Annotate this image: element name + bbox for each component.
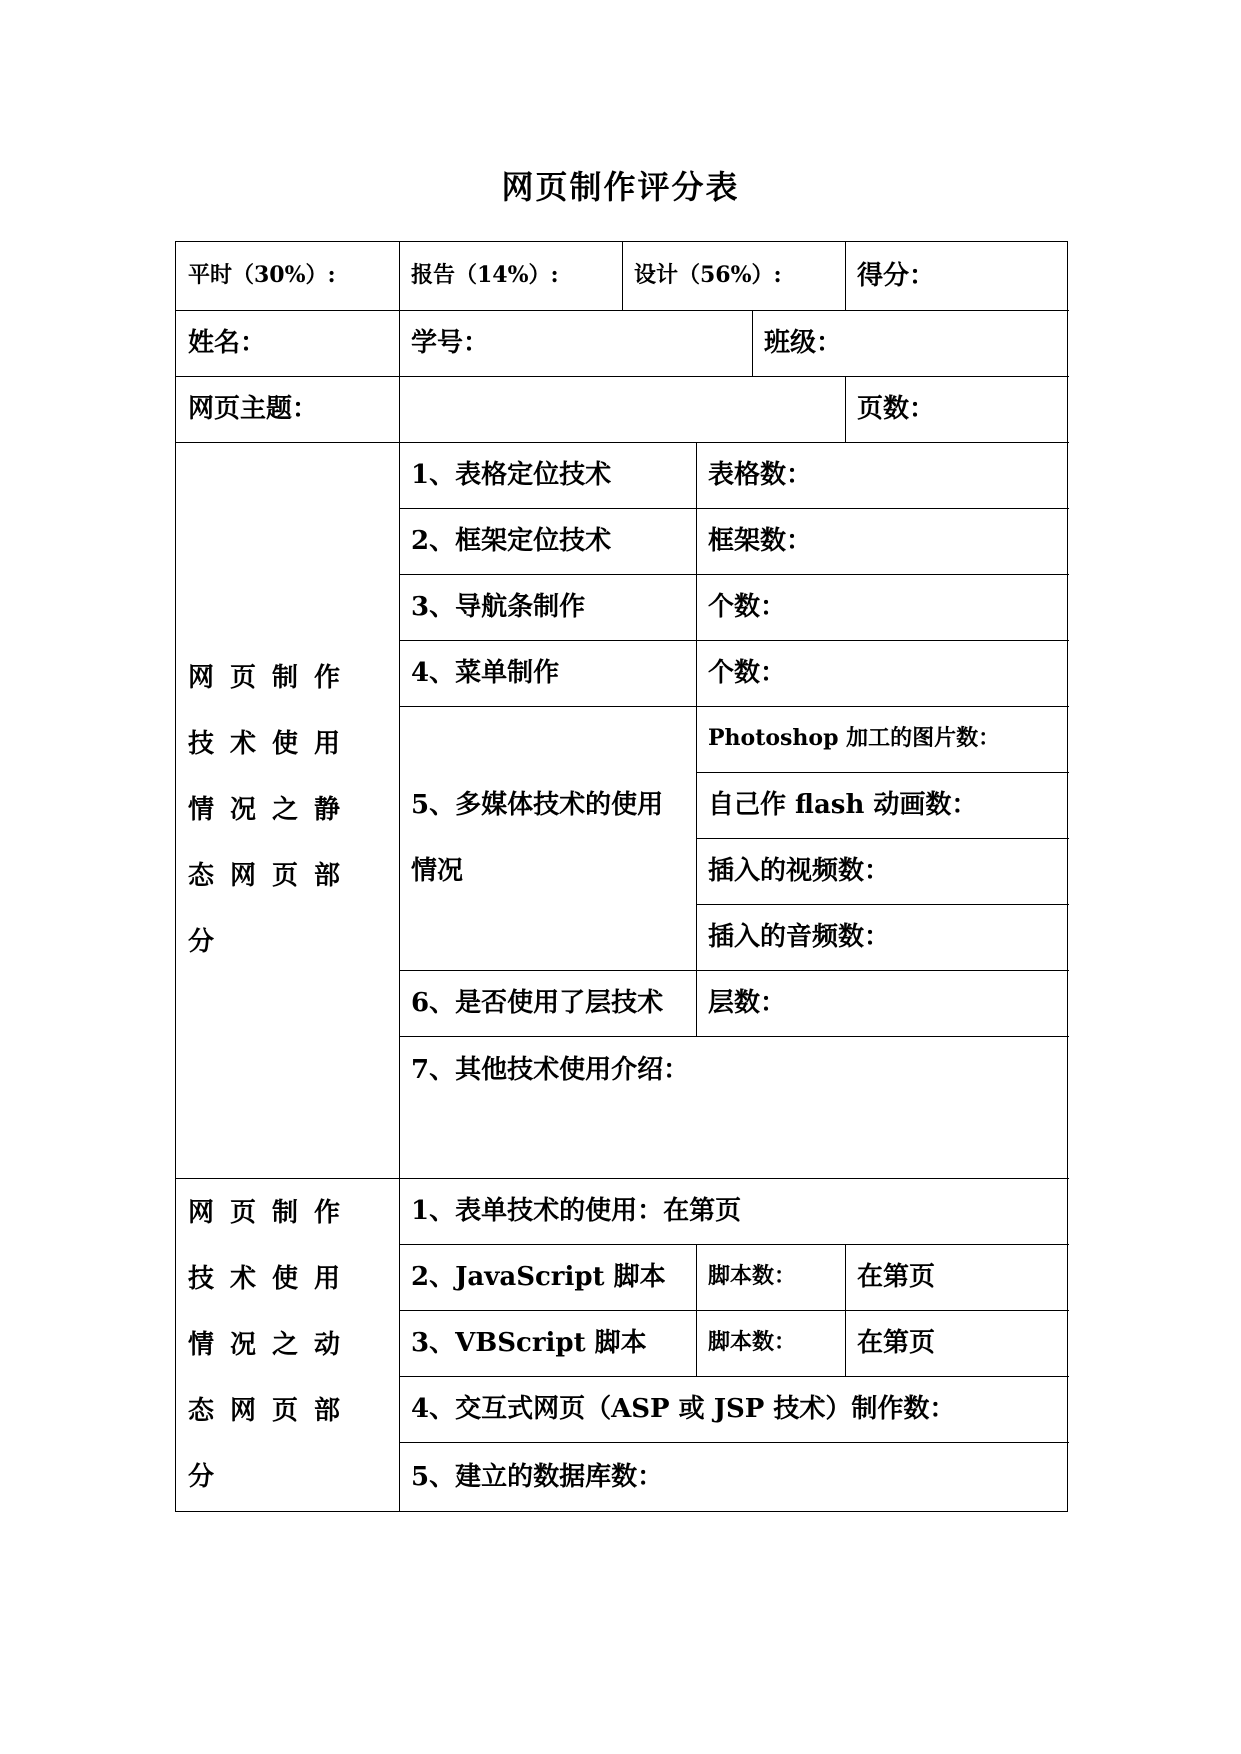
student-id-field[interactable]: 学号： bbox=[411, 327, 490, 358]
class-field[interactable]: 班级： bbox=[764, 327, 843, 358]
dynamic-item-javascript: 2、JavaScript 脚本 bbox=[411, 1261, 666, 1292]
static-item-layers: 6、是否使用了层技术 bbox=[411, 987, 664, 1018]
report-score-label: 报告（14%）: bbox=[411, 262, 559, 289]
vbscript-page-field[interactable]: 在第页 bbox=[857, 1327, 936, 1358]
navbar-count-field[interactable]: 个数： bbox=[708, 591, 787, 622]
pages-field[interactable]: 页数： bbox=[857, 393, 936, 424]
static-item-menu: 4、菜单制作 bbox=[411, 657, 560, 688]
vbscript-count-field[interactable]: 脚本数： bbox=[708, 1329, 797, 1356]
static-item-table-positioning: 1、表格定位技术 bbox=[411, 459, 612, 490]
static-item-frame-positioning: 2、框架定位技术 bbox=[411, 525, 612, 556]
name-field[interactable]: 姓名： bbox=[188, 327, 267, 358]
menu-count-field[interactable]: 个数： bbox=[708, 657, 787, 688]
topic-field[interactable]: 网页主题： bbox=[188, 393, 319, 424]
other-tech-field[interactable]: 7、其他技术使用介绍： bbox=[411, 1055, 690, 1085]
static-item-navbar: 3、导航条制作 bbox=[411, 591, 586, 622]
video-count-field[interactable]: 插入的视频数： bbox=[708, 855, 891, 886]
flash-animation-count-field[interactable]: 自己作 flash 动画数： bbox=[708, 789, 978, 820]
form-tech-field[interactable]: 1、表单技术的使用：在第页 bbox=[411, 1195, 742, 1226]
dynamic-section-label: 网页制作技术使用情况之动态网页部分 bbox=[188, 1198, 357, 1492]
audio-count-field[interactable]: 插入的音频数： bbox=[708, 921, 891, 952]
total-score-field[interactable]: 得分： bbox=[857, 260, 936, 291]
dynamic-item-vbscript: 3、VBScript 脚本 bbox=[411, 1327, 647, 1358]
javascript-page-field[interactable]: 在第页 bbox=[857, 1261, 936, 1292]
score-table bbox=[175, 241, 1068, 1512]
usual-score-label: 平时（30%）: bbox=[188, 262, 336, 289]
layer-count-field[interactable]: 层数： bbox=[708, 987, 787, 1018]
frame-count-field[interactable]: 框架数： bbox=[708, 525, 813, 556]
table-count-field[interactable]: 表格数： bbox=[708, 459, 813, 490]
database-count-field[interactable]: 5、建立的数据库数： bbox=[411, 1461, 664, 1492]
photoshop-image-count-field[interactable]: Photoshop 加工的图片数： bbox=[708, 725, 1001, 752]
static-item-multimedia: 5、多媒体技术的使用情况 bbox=[411, 790, 664, 886]
page-title: 网页制作评分表 bbox=[501, 168, 740, 206]
static-section-label: 网页制作技术使用情况之静态网页部分 bbox=[188, 663, 357, 957]
javascript-count-field[interactable]: 脚本数： bbox=[708, 1263, 797, 1290]
design-score-label: 设计（56%）: bbox=[634, 262, 782, 289]
interactive-page-count-field[interactable]: 4、交互式网页（ASP 或 JSP 技术）制作数： bbox=[411, 1393, 956, 1424]
